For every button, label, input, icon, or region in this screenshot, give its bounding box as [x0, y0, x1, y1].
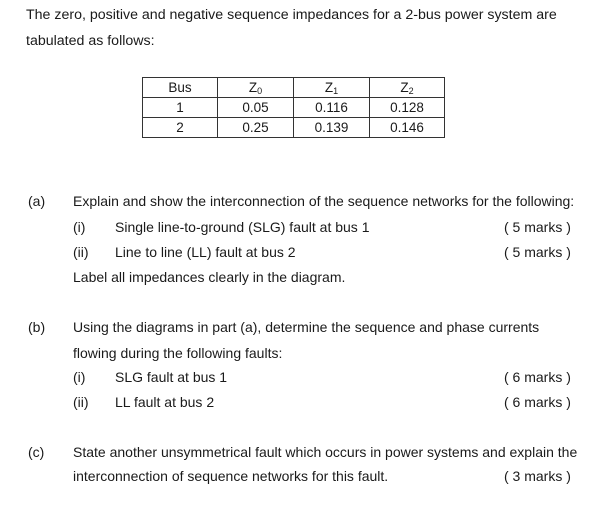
table-header-row — [143, 78, 445, 98]
question-b-item-1-text: SLG fault at bus 1 — [115, 369, 228, 385]
header-z0 — [218, 78, 294, 98]
cell-z2: 0.146 — [370, 118, 445, 138]
z0-symbol: Z — [248, 79, 258, 95]
question-b-item-2-text: LL fault at bus 2 — [115, 394, 215, 410]
question-b-item-2-number: (ii) — [73, 394, 89, 410]
z2-symbol: Z — [400, 79, 409, 95]
question-c-label: (c) — [28, 444, 45, 460]
question-a-note: Label all impedances clearly in the diagram. — [73, 269, 346, 285]
header-bus: Bus — [143, 78, 218, 98]
cell-z1: 0.116 — [294, 98, 370, 118]
question-b-item-1-marks: ( 6 marks ) — [504, 369, 571, 385]
cell-bus: 2 — [143, 118, 218, 138]
question-b-item-2-marks: ( 6 marks ) — [504, 394, 571, 410]
cell-z2: 0.128 — [370, 98, 445, 118]
table-row — [143, 118, 445, 138]
z2-subscript: 2 — [408, 85, 414, 96]
cell-z0: 0.05 — [218, 98, 294, 118]
question-b-stem-line-2: flowing during the following faults: — [73, 345, 283, 361]
question-a-item-1-marks: ( 5 marks ) — [504, 219, 571, 235]
question-b-label: (b) — [28, 319, 46, 335]
question-c-line-2: interconnection of sequence networks for this fault. — [73, 468, 389, 484]
z1-symbol: Z — [324, 79, 334, 95]
cell-z0: 0.25 — [218, 118, 294, 138]
question-a-item-1-text: Single line-to-ground (SLG) fault at bus 1 — [115, 219, 370, 235]
impedance-table — [142, 77, 445, 138]
z0-subscript: 0 — [257, 85, 263, 96]
table-row — [143, 98, 445, 118]
question-a-stem: Explain and show the interconnection of the sequence networks for the following: — [73, 193, 575, 209]
question-c-marks: ( 3 marks ) — [504, 468, 571, 484]
cell-bus: 1 — [143, 98, 218, 118]
header-z2 — [370, 78, 445, 98]
question-b-item-1-number: (i) — [73, 369, 86, 385]
header-z1 — [294, 78, 370, 98]
question-b-stem-line-1: Using the diagrams in part (a), determine the sequence and phase currents — [73, 319, 540, 335]
cell-z1: 0.139 — [294, 118, 370, 138]
question-a-item-2-number: (ii) — [73, 244, 89, 260]
question-a-item-2-marks: ( 5 marks ) — [504, 244, 571, 260]
question-c-line-1: State another unsymmetrical fault which occurs in power systems and explain the — [73, 444, 578, 460]
question-a-item-1-number: (i) — [73, 219, 86, 235]
intro-text: The zero, positive and negative sequence impedances for a 2-bus power system are tabulated as follows: — [26, 7, 557, 49]
z1-subscript: 1 — [333, 85, 339, 96]
question-a-label: (a) — [28, 193, 46, 209]
question-a-item-2-text: Line to line (LL) fault at bus 2 — [115, 244, 296, 260]
